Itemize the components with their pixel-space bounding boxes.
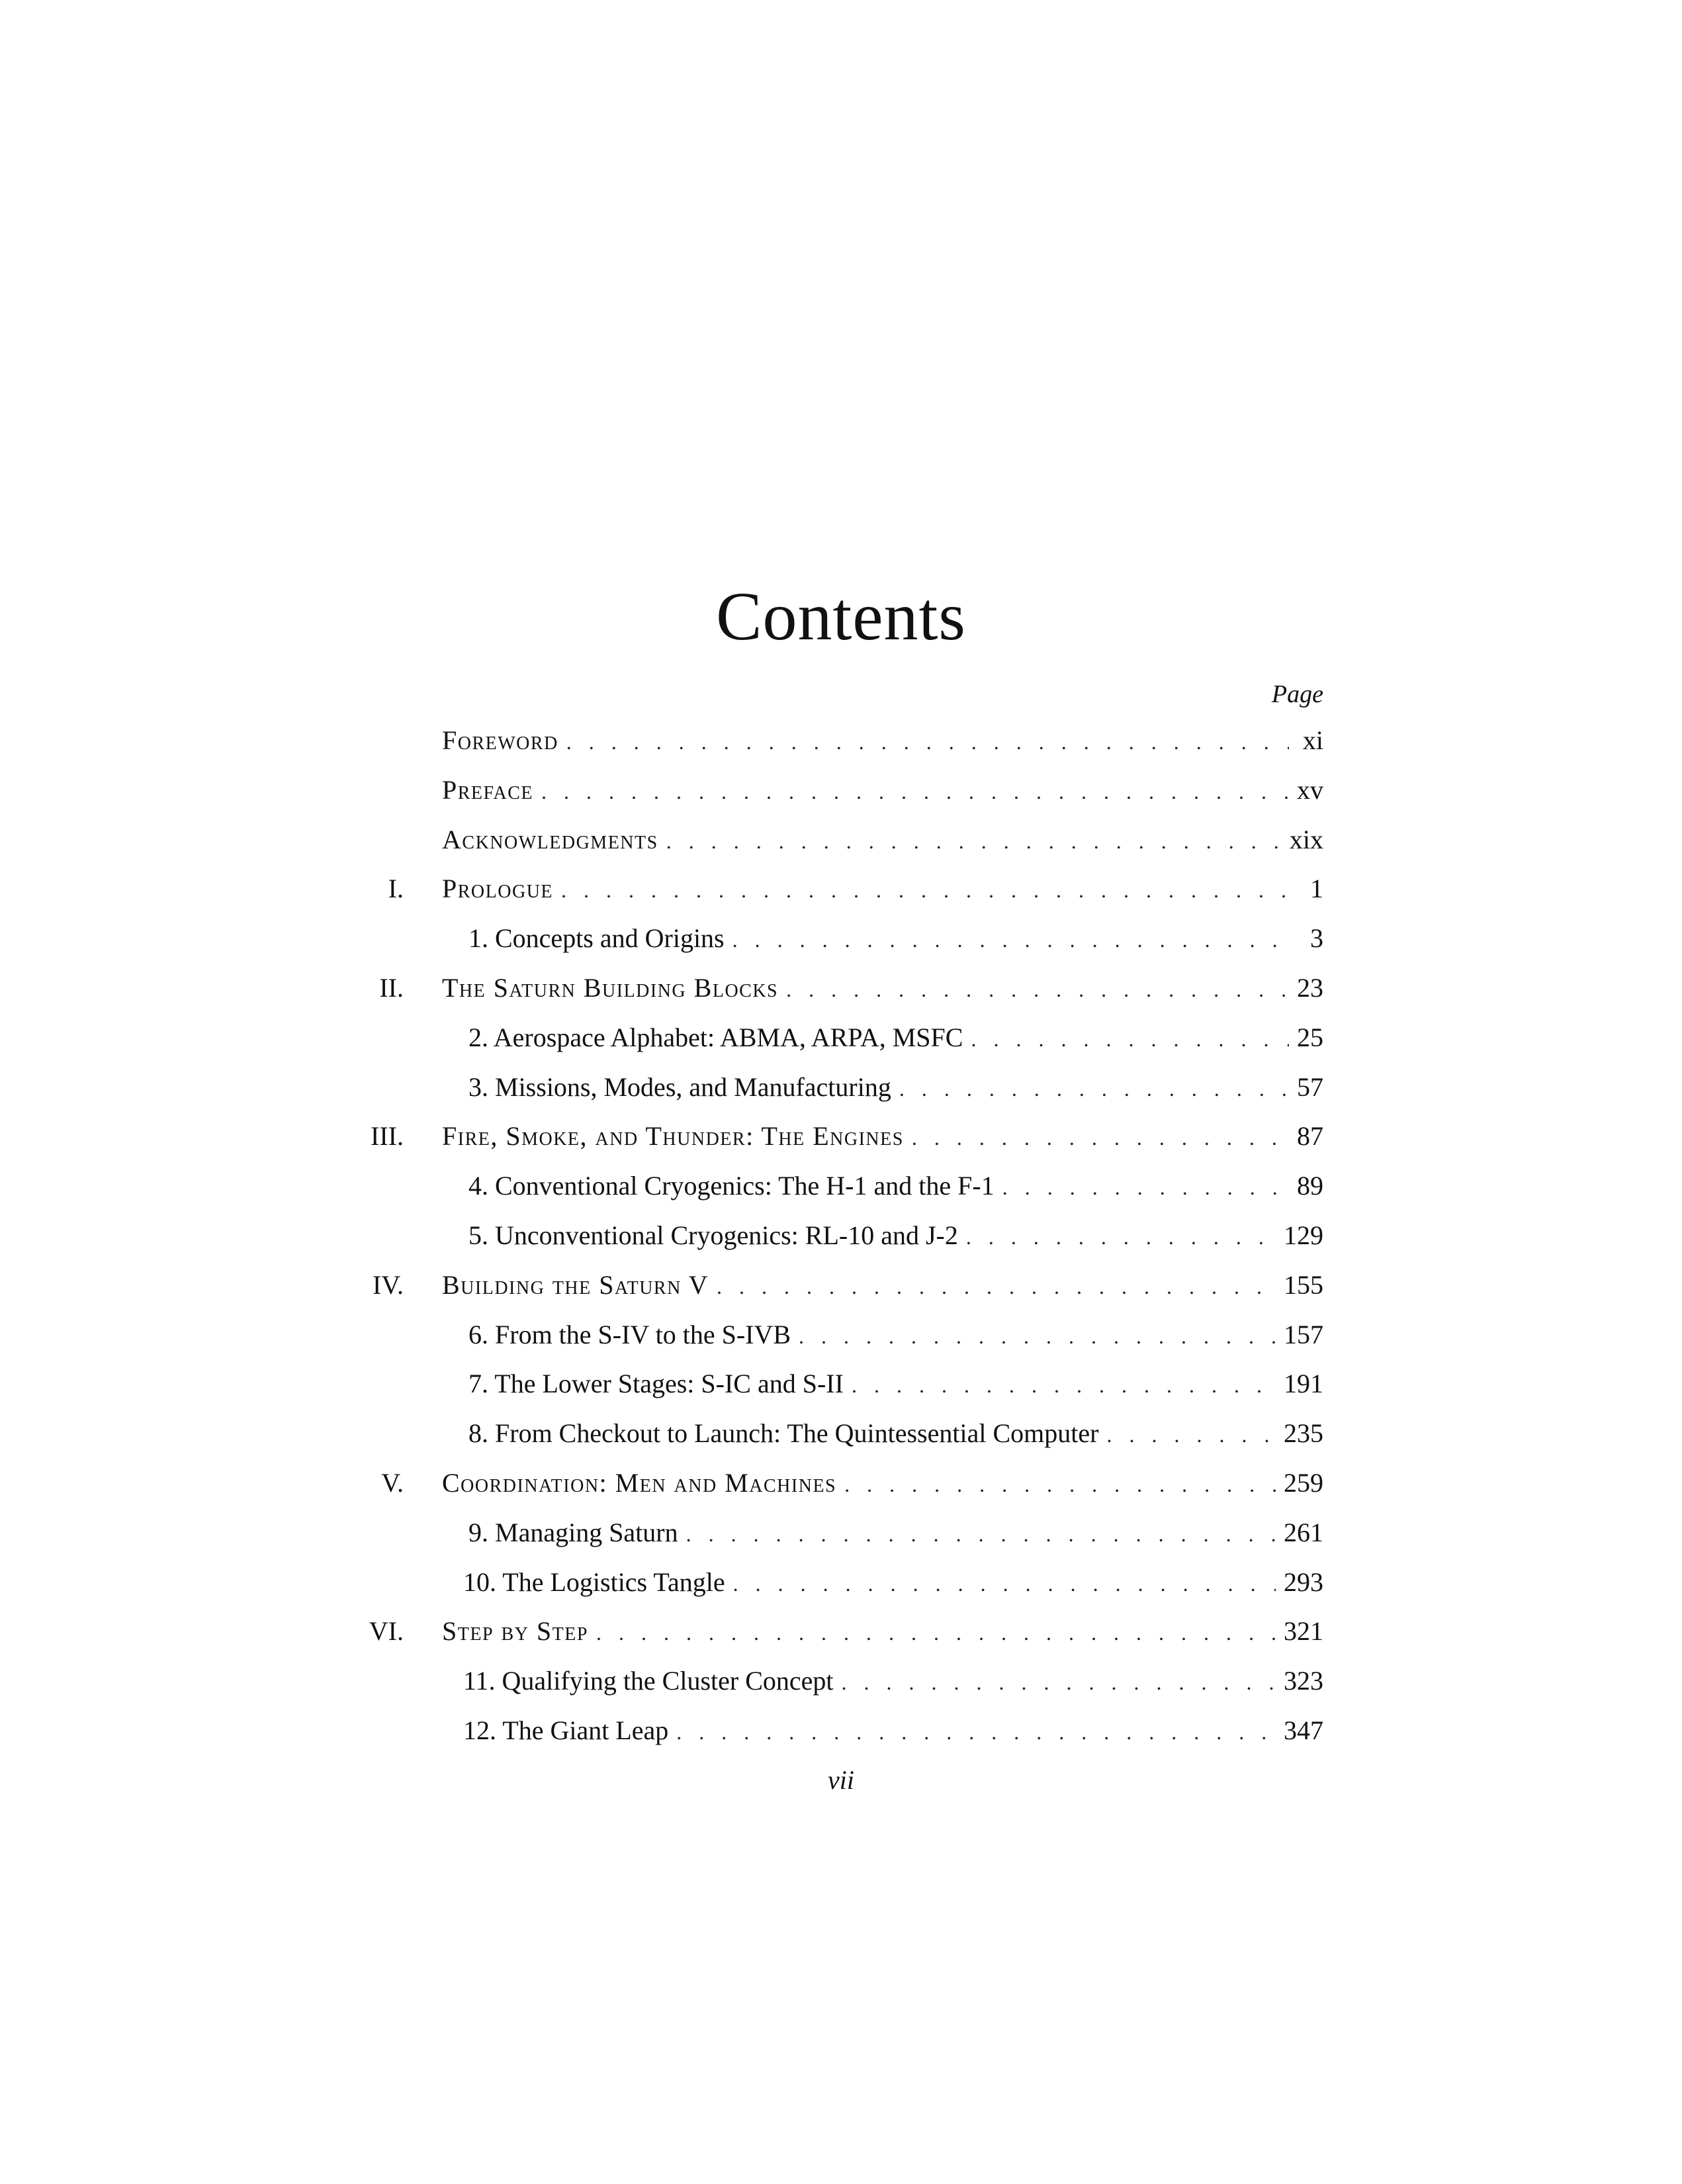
dot-leader	[786, 977, 1289, 1002]
toc-page-number: 129	[1284, 1220, 1323, 1250]
toc-page-number: 259	[1284, 1467, 1323, 1498]
toc-entry-chapter-5[interactable]	[0, 1220, 1682, 1269]
dot-leader	[561, 878, 1289, 903]
toc-label: Foreword	[442, 725, 558, 755]
toc-entry-chapter-6[interactable]	[0, 1319, 1682, 1369]
dot-leader	[966, 1224, 1276, 1250]
toc-entry-part-1[interactable]	[0, 873, 1682, 923]
dot-leader	[842, 1670, 1276, 1695]
toc-entry-chapter-7[interactable]	[0, 1368, 1682, 1418]
dot-leader	[686, 1522, 1276, 1547]
page-title: Contents	[716, 578, 966, 655]
dot-leader	[844, 1472, 1276, 1497]
toc-page-number: 235	[1284, 1418, 1323, 1449]
toc-page-number: xv	[1297, 774, 1323, 805]
toc-page-number: 157	[1284, 1319, 1323, 1349]
dot-leader	[733, 1571, 1276, 1596]
dot-leader	[971, 1026, 1289, 1052]
dot-leader	[852, 1373, 1276, 1398]
toc-entry-preface[interactable]	[0, 774, 1682, 824]
dot-leader	[676, 1719, 1276, 1745]
toc-numeral: VI.	[369, 1616, 404, 1647]
toc-page-number: 347	[1284, 1715, 1323, 1745]
toc-entry-chapter-8[interactable]	[0, 1418, 1682, 1467]
toc-label: Coordination: Men and Machines	[442, 1467, 837, 1498]
toc-entry-part-6[interactable]	[0, 1615, 1682, 1665]
toc-entry-chapter-4[interactable]	[0, 1170, 1682, 1220]
toc-label: Prologue	[442, 874, 554, 904]
toc-entry-part-5[interactable]	[0, 1467, 1682, 1517]
toc-entry-chapter-9[interactable]	[0, 1517, 1682, 1567]
toc-page-number: xix	[1289, 824, 1323, 854]
dot-leader	[541, 779, 1289, 804]
dot-leader	[1106, 1422, 1276, 1447]
toc-entry-chapter-2[interactable]	[0, 1022, 1682, 1071]
toc-entry-chapter-3[interactable]	[0, 1071, 1682, 1121]
toc-page-number: 25	[1297, 1022, 1323, 1052]
dot-leader	[732, 927, 1289, 952]
toc-label: The Saturn Building Blocks	[442, 972, 779, 1003]
toc-page-number: 321	[1284, 1616, 1323, 1647]
dot-leader	[717, 1274, 1276, 1299]
toc-label: Acknowledgments	[442, 824, 658, 854]
toc-page-number: 155	[1284, 1269, 1323, 1300]
table-of-contents	[0, 725, 1682, 1764]
toc-numeral: III.	[371, 1121, 404, 1152]
toc-label: 3. Missions, Modes, and Manufacturing	[468, 1071, 891, 1102]
toc-entry-foreword[interactable]	[0, 725, 1682, 774]
toc-entry-part-2[interactable]	[0, 972, 1682, 1022]
toc-label: 4. Conventional Cryogenics: The H-1 and the F-1	[468, 1171, 995, 1201]
toc-label: 12. The Giant Leap	[463, 1715, 669, 1745]
toc-page-number: 293	[1284, 1567, 1323, 1597]
toc-page-number: 261	[1284, 1517, 1323, 1547]
toc-label: 10. The Logistics Tangle	[463, 1567, 725, 1597]
toc-label: 6. From the S-IV to the S-IVB	[468, 1319, 791, 1349]
toc-page-number: 57	[1297, 1071, 1323, 1102]
toc-page-number: xi	[1302, 725, 1323, 755]
toc-label: Step by Step	[442, 1616, 588, 1647]
toc-label: 11. Qualifying the Cluster Concept	[463, 1666, 834, 1696]
toc-entry-chapter-1[interactable]	[0, 923, 1682, 972]
dot-leader	[799, 1324, 1276, 1349]
toc-numeral: I.	[388, 874, 404, 904]
toc-page-number: 191	[1284, 1369, 1323, 1399]
toc-numeral: II.	[379, 972, 404, 1003]
toc-entry-acknowledgments[interactable]	[0, 824, 1682, 874]
toc-label: 7. The Lower Stages: S-IC and S-II	[468, 1369, 844, 1399]
dot-leader	[1002, 1175, 1289, 1200]
toc-page-number: 323	[1284, 1666, 1323, 1696]
toc-label: 2. Aerospace Alphabet: ABMA, ARPA, MSFC	[468, 1022, 963, 1052]
toc-numeral: IV.	[372, 1269, 404, 1300]
toc-label: Building the Saturn V	[442, 1269, 709, 1300]
toc-label: 5. Unconventional Cryogenics: RL-10 and J-2	[468, 1220, 958, 1250]
dot-leader	[912, 1125, 1289, 1150]
toc-label: Fire, Smoke, and Thunder: The Engines	[442, 1121, 904, 1152]
toc-label: 8. From Checkout to Launch: The Quintessential Computer	[468, 1418, 1099, 1449]
toc-page-number: 89	[1297, 1171, 1323, 1201]
toc-label: 1. Concepts and Origins	[468, 923, 725, 954]
page-column-label: Page	[1271, 680, 1323, 708]
toc-entry-chapter-11[interactable]	[0, 1665, 1682, 1715]
dot-leader	[899, 1076, 1289, 1101]
toc-entry-part-4[interactable]	[0, 1269, 1682, 1319]
dot-leader	[566, 729, 1289, 754]
toc-entry-chapter-10[interactable]	[0, 1567, 1682, 1616]
toc-entry-part-3[interactable]	[0, 1120, 1682, 1170]
toc-page-number: 1	[1310, 874, 1323, 904]
dot-leader	[596, 1620, 1276, 1645]
toc-label: Preface	[442, 774, 534, 805]
toc-label: 9. Managing Saturn	[468, 1517, 678, 1547]
toc-page-number: 23	[1297, 972, 1323, 1003]
toc-page-number: 3	[1310, 923, 1323, 954]
toc-page-number: 87	[1297, 1121, 1323, 1152]
toc-numeral: V.	[381, 1467, 404, 1498]
dot-leader	[666, 829, 1282, 854]
toc-entry-chapter-12[interactable]	[0, 1715, 1682, 1764]
page-folio: vii	[828, 1765, 854, 1795]
